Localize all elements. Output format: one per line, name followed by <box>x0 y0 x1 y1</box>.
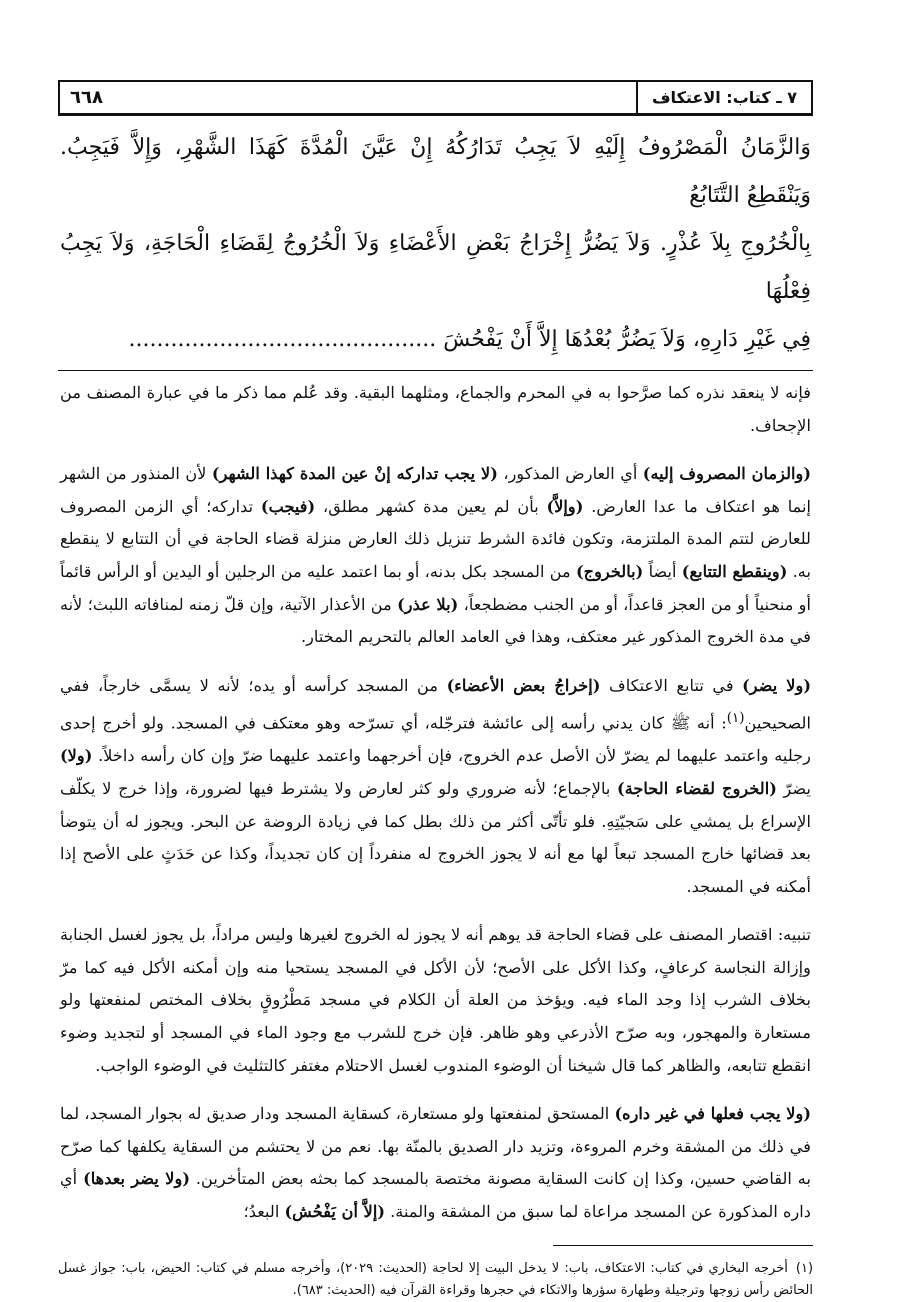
running-header <box>58 80 813 116</box>
page-number: ٦٦٨ <box>70 87 103 108</box>
quoted-matn: (وينقطع التتابع) <box>681 561 788 581</box>
footnote-text: أخرجه البخاري في كتاب: الاعتكاف، باب: لا يدخل البيت إلا لحاجة (الحديث: ٢٠٢٩)، وأخرجه مسلم في كتاب: الحيض، باب: جواز غسل الحائض رأس زوجها وترجيلة وطهارة سؤرها والاتكاء في حجرها وقراءة القرآن فيه (الحديث: ٦٨٣). <box>58 1260 813 1298</box>
paragraph-text: البعدُ؛ <box>243 1202 285 1222</box>
quoted-matn: (لا يجب تداركه إنْ عين المدة كهذا الشهر) <box>211 464 498 484</box>
page <box>58 80 813 1302</box>
quoted-matn: (بالخروج) <box>575 561 644 581</box>
footnote-number: (١) <box>795 1260 814 1276</box>
paragraph-text: في تتابع الاعتكاف <box>600 675 743 695</box>
quoted-matn: (ولا يضر بعدها) <box>83 1169 190 1189</box>
paragraph <box>60 1098 811 1228</box>
paragraph-text: أيضاً <box>643 561 682 581</box>
matn-text <box>58 124 813 364</box>
paragraph-text: لأن المنذور من الشهر إنما هو اعتكاف ما عدا العارض. <box>60 464 812 516</box>
paragraph-text: بأن لم يعين مدة كشهر مطلق، <box>315 496 547 516</box>
paragraph-text: تداركه؛ أي الزمن المصروف للعارض لتتم المدة الملتزمة، وتكون فائدة الشرط تنزيل ذلك العارض منزلة قضاء الحاجة في أن التتابع لا ينقطع به. <box>60 496 811 581</box>
paragraph-text: أي داره المذكورة عن المسجد مراعاة لما سبق من المشقة والمنة. <box>60 1169 811 1222</box>
matn-line: وَالزَّمَانُ الْمَصْرُوفُ إِلَيْهِ لاَ يَجِبُ تَدَارُكُهُ إِنْ عَيَّنَ الْمُدَّةَ كَهَذَا الشَّهْرِ، وَإِلاَّ فَيَجِبُ. وَيَنْقَطِعُ التَّتَابُعُ <box>60 135 811 208</box>
quoted-matn: (ولا) <box>60 746 93 766</box>
footnote-ref[interactable]: (١) <box>726 710 745 727</box>
paragraph-text: بالإجماع؛ لأنه ضروري ولو كثر لعارض ولا يشترط فيها لضرورة، وإذا خرج لا يكلّف الإسراع بل يمشي على سَجيّتِهِ. فلو تأتّى أكثر من ذلك بطل كما في زيادة الروضة عن البحر. ويجوز له أن يتوضأ بعد قضائها خارج المسجد تبعاً لها مع أنه لا يجوز الخروج له منفرداً إن كان تجديداً، وكذا عن حَدَثٍ على الأصح إذا أمكنه في المسجد. <box>60 778 811 896</box>
commentary-text <box>58 377 813 1229</box>
matn-line-text: فِي غَيْرِ دَارِهِ، وَلاَ يَضُرُّ بُعْدُهَا إِلاَّ أَنْ يَفْحُشَ <box>443 327 811 352</box>
chapter-title: ٧ ـ كتاب: الاعتكاف <box>636 82 811 113</box>
quoted-matn: (وإلاَّ) <box>546 496 584 516</box>
matn-divider <box>58 370 813 371</box>
paragraph-text: من المسجد كرأسه أو يده؛ لأنه لا يسمَّى خارجاً، ففي الصحيحين <box>60 675 811 733</box>
paragraph-text: فإنه لا ينعقد نذره كما صرَّحوا به في المحرم والجماع، ومثلهما البقية. وقد عُلم مما ذكر ما في عبارة المصنف من الإجحاف. <box>60 383 811 435</box>
footnote <box>58 1258 813 1302</box>
paragraph-text: يضرّ <box>776 778 812 798</box>
paragraph-text: من الأعذار الآتية، وإن قلّ زمنه لمنافاته اللبث؛ لأنه في مدة الخروج المذكور غير معتكف، وهذا في العامد العالم بالتحريم المختار. <box>60 594 811 647</box>
paragraph <box>60 377 811 442</box>
paragraph-text: أي العارض المذكور، <box>497 464 643 484</box>
quoted-matn: (الخروج لقضاء الحاجة) <box>617 778 777 798</box>
paragraph-text: المستحق لمنفعتها ولو مستعارة، كسقاية المسجد ودار صديق له بجوار المسجد، لما في ذلك من المشقة وخرم المروءة، وتزيد دار الصديق بالمنّة بها. نعم من لا يحتشم من السقاية يكلفها كما صرّح به القاضي حسين، وكذا إن كانت السقاية مصونة مختصة بالمسجد كما بحثه بعض المتأخرين. <box>60 1104 811 1189</box>
paragraph <box>60 458 811 654</box>
paragraph-text: تنبيه: اقتصار المصنف على قضاء الحاجة قد يوهم أنه لا يجوز له الخروج لغيرها وليس مراداً، بل يجوز لغسل الجنابة وإزالة النجاسة كرعافٍ، وكذا الأكل على الأصح؛ لأن الأكل في المسجد يستحيا منه وإن أمكنه الأكل فيه كما مرّ بخلاف الشرب إذا وجد الماء فيه. ويؤخذ من العلة أن الكلام في مسجد مَطْرُوقٍ بخلاف المختص لمنفعتها ولو مستعارة والمهجور، وبه صرّح الأذرعي وهو ظاهر. فإن خرج للشرب مع وجود الماء في المسجد أو لتجديد وضوء انقطع تتابعه، والظاهر كما قال شيخنا أن الوضوء المندوب لغسل الاحتلام مغتفر كالتثليث في الوضوء الواجب. <box>60 925 811 1075</box>
quoted-matn: (والزمان المصروف إليه) <box>642 464 811 484</box>
paragraph-text: من المسجد بكل بدنه، أو بما اعتمد عليه من الرجلين أو اليدين أو الرأس قائماً أو منحنياً أو من العجز قاعداً، أو من الجنب مضطجعاً، <box>60 561 811 614</box>
dotted-leader: ............................................ <box>128 327 437 352</box>
quoted-matn: (ولا يجب فعلها في غير داره) <box>614 1104 811 1124</box>
matn-line: بِالْخُرُوجِ بِلاَ عُذْرٍ. وَلاَ يَضُرُّ إِخْرَاجُ بَعْضِ الأَعْضَاءِ وَلاَ الْخُرُوجُ لِقَضَاءِ الْحَاجَةِ، وَلاَ يَجِبُ فِعْلُهَا <box>60 231 811 304</box>
paragraph-text: : أنه ﷺ كان يدني رأسه إلى عائشة فترجّله، أي تسرّحه وهو معتكف في المسجد. ولو أخرج إحدى رجليه واعتمد عليهما لم يضرّ لأن الأصل عدم الخروج، فإن أخرجهما واعتمد عليهما ضرّ وإن كان رأسه داخلاً. <box>60 713 811 766</box>
quoted-matn: (فيجب) <box>260 496 316 516</box>
quoted-matn: (إخراجُ بعض الأعضاء) <box>446 675 601 695</box>
quoted-matn: (بلا عذر) <box>397 594 459 614</box>
matn-line <box>60 316 811 364</box>
paragraph <box>60 919 811 1082</box>
paragraph <box>60 670 811 904</box>
footnote-divider <box>553 1245 813 1246</box>
quoted-matn: (ولا يضر) <box>742 675 812 695</box>
quoted-matn: (إلاَّ أن يَفْحُش) <box>284 1202 385 1222</box>
